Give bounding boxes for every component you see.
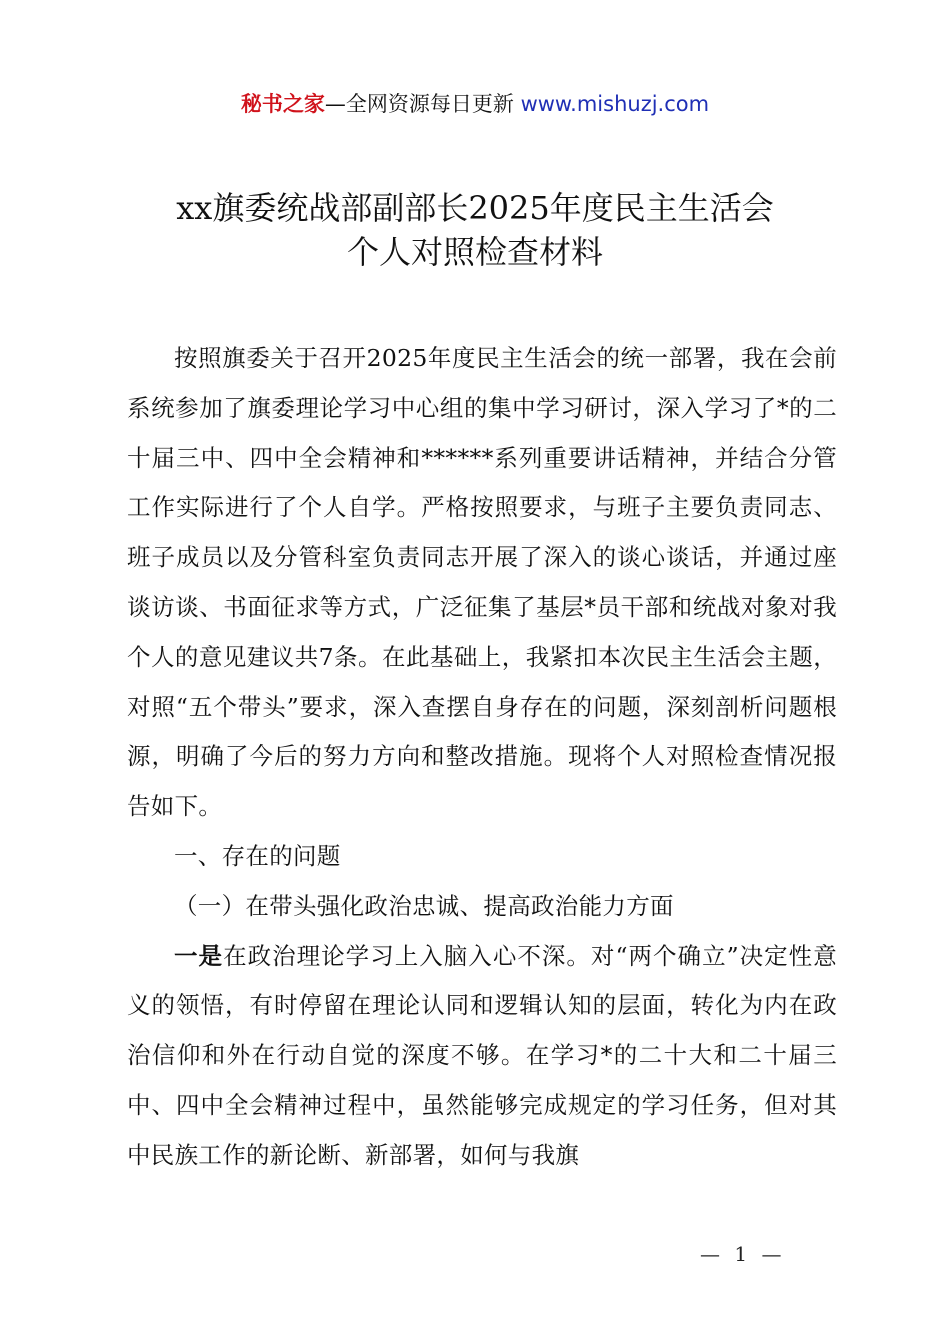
site-header (0, 88, 950, 120)
site-slogan: —全网资源每日更新 (324, 92, 521, 116)
section-heading: 一、存在的问题 (174, 841, 341, 870)
title-line-2: 个人对照检查材料 (346, 233, 603, 271)
document-title (0, 186, 950, 274)
site-url[interactable]: www.mishuzj.com (520, 92, 710, 116)
point-paragraph (127, 932, 837, 1181)
brand-name: 秘书之家 (240, 92, 325, 116)
subsection-heading: （一）在带头强化政治忠诚、提高政治能力方面 (174, 891, 674, 920)
title-line-1: xx旗委统战部副部长2025年度民主生活会 (176, 189, 774, 227)
point-lead: 一是 (174, 941, 224, 970)
page-number: — 1 — (700, 1242, 786, 1266)
point-text: 在政治理论学习上入脑入心不深。对“两个确立”决定性意义的领悟，有时停留在理论认同和逻辑认知的层面，转化为内在政治信仰和外在行动自觉的深度不够。在学习*的二十大和二十届三中、四中全会精神过程中，虽然能够完成规定的学习任务，但对其中民族工作的新论断、新部署，如何与我旗 (127, 941, 838, 1169)
intro-paragraph: 按照旗委关于召开2025年度民主生活会的统一部署，我在会前系统参加了旗委理论学习中心组的集中学习研讨，深入学习了*的二十届三中、四中全会精神和******系列重要讲话精神，并结合分管工作实际进行了个人自学。严格按照要求，与班子主要负责同志、班子成员以及分管科室负责同志开展了深入的谈心谈话，并通过座谈访谈、书面征求等方式，广泛征集了基层*员干部和统战对象对我个人的意见建议共7条。在此基础上，我紧扣本次民主生活会主题，对照“五个带头”要求，深入查摆自身存在的问题，深刻剖析问题根源，明确了今后的努力方向和整改措施。现将个人对照检查情况报告如下。 (127, 344, 837, 821)
document-body (127, 334, 837, 1181)
